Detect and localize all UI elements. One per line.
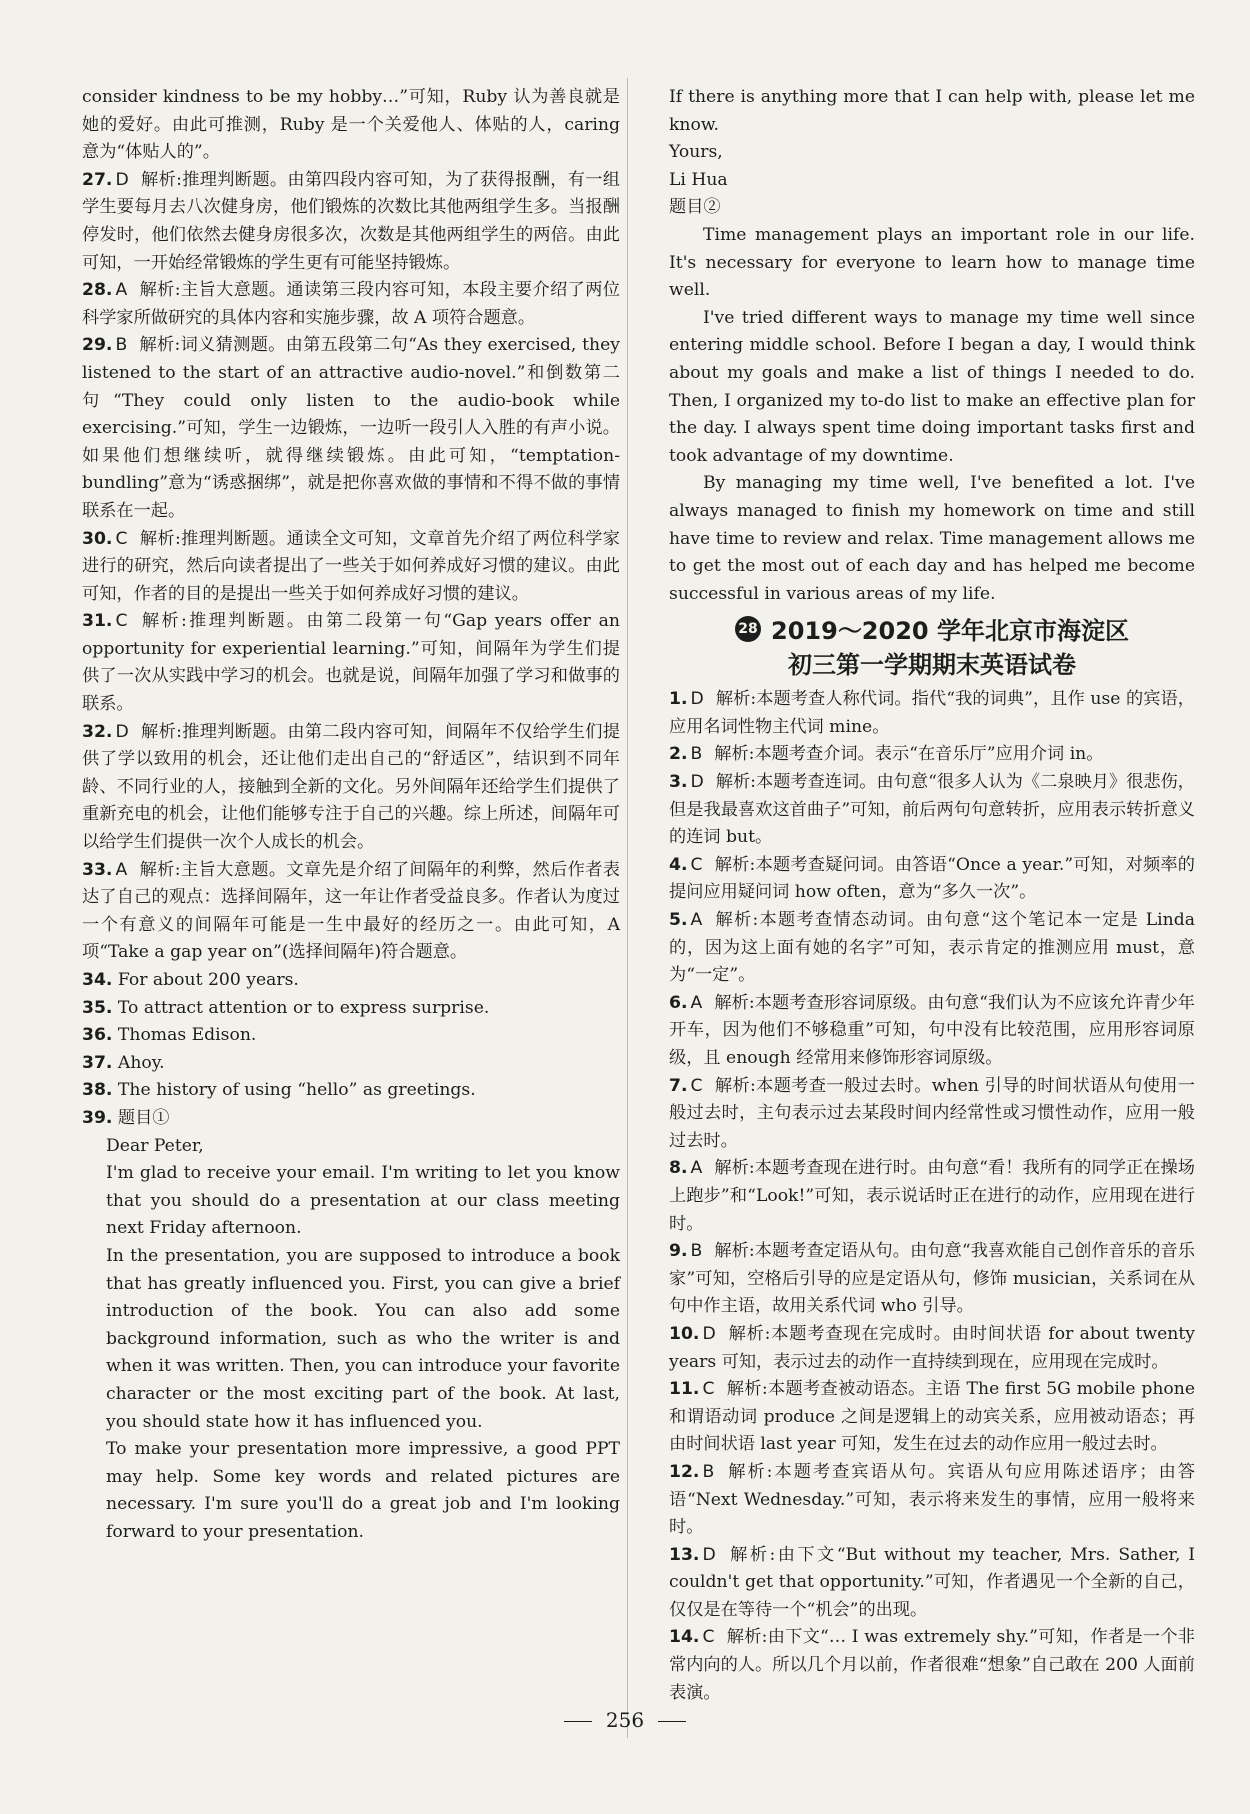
- essay-paragraph: [669, 194, 1195, 222]
- answer-item: [82, 1050, 620, 1078]
- question-number: 33.: [82, 859, 113, 880]
- essay-paragraph: [669, 470, 1195, 608]
- answer-text: 解析:本题考查现在进行时。由句意“看！我所有的同学正在操场上跑步”和“Look!”可知，表示说话时正在进行的动作，应用现在进行时。: [669, 1158, 1195, 1234]
- answer-item: [82, 995, 620, 1023]
- answer-text: 解析:本题考查介词。表示“在音乐厅”应用介词 in。: [714, 744, 1104, 765]
- answer-letter: C: [690, 854, 703, 875]
- question-number: 32.: [82, 721, 113, 742]
- answer-text: 题目①: [117, 1107, 170, 1128]
- answer-item: [669, 769, 1195, 852]
- answer-item: [669, 1073, 1195, 1156]
- essay-text: In the presentation, you are supposed to introduce a book that has greatly influenced you. First, you can give a brief introduction of the book. You can also add some background information, such as who the writer is and when it was written. Then, you can introduce your favorite character or the most exciting part of the book. At last, you should state how it has influenced you.: [106, 1245, 620, 1432]
- answer-text: For about 200 years.: [117, 970, 299, 990]
- answer-text: Ahoy.: [117, 1052, 165, 1073]
- question-number: 11.: [669, 1379, 700, 1400]
- answer-letter: D: [702, 1544, 716, 1565]
- essay-paragraph: [82, 1436, 620, 1546]
- answer-text: 解析:本题考查连词。由句意“很多人认为《二泉映月》很悲伤，但是我最喜欢这首曲子”可知，前后两句句意转折，应用表示转折意义的连词 but。: [669, 772, 1195, 848]
- question-number: 8.: [669, 1158, 688, 1179]
- answer-letter: D: [115, 169, 129, 190]
- answer-text: 解析:由下文“But without my teacher, Mrs. Sather, I couldn't get that opportunity.”可知，作者遇见一个全新的自己，仅仅是在等待一个“机会”的出现。: [669, 1544, 1195, 1620]
- answer-text: 解析:本题考查现在完成时。由时间状语 for about twenty years 可知，表示过去的动作一直持续到现在，应用现在完成时。: [669, 1323, 1195, 1372]
- answer-text: 解析:推理判断题。通读全文可知，文章首先介绍了两位科学家进行的研究，然后向读者提出了一些关于如何养成好习惯的建议。由此可知，作者的目的是提出一些关于如何养成好习惯的建议。: [82, 528, 620, 604]
- question-number: 29.: [82, 335, 113, 356]
- answer-letter: A: [115, 280, 128, 301]
- answer-letter: C: [702, 1379, 715, 1400]
- answer-letter: D: [702, 1323, 716, 1344]
- answer-item: [82, 277, 620, 332]
- answer-text: 解析:推理判断题。由第二段内容可知，间隔年不仅给学生们提供了学以致用的机会，还让他们走出自己的“舒适区”，结识到不同年龄、不同行业的人，接触到全新的文化。另外间隔年还给学生们提供了重新充电的机会，让他们能够专注于自己的兴趣。综上所述，间隔年可以给学生们提供一次个人成长的机会。: [82, 721, 620, 853]
- answer-text: 解析:本题考查宾语从句。宾语从句应用陈述语序；由答语“Next Wednesday.”可知，表示将来发生的事情，应用一般将来时。: [669, 1461, 1195, 1538]
- answer-item: [669, 1155, 1195, 1238]
- essay-paragraph: [669, 139, 1195, 167]
- essay-text: Li Hua: [669, 169, 728, 190]
- right-column-answers: [669, 686, 1195, 1707]
- answer-text: 解析:主旨大意题。文章先是介绍了间隔年的利弊，然后作者表达了自己的观点：选择间隔年，这一年让作者受益良多。作者认为度过一个有意义的间隔年可能是一生中最好的经历之一。由此可知，A 项“Take a gap year on”(选择间隔年)符合题意。: [82, 859, 620, 963]
- question-number: 30.: [82, 528, 113, 549]
- answer-text: 解析:本题考查情态动词。由句意“这个笔记本一定是 Linda 的，因为这上面有她的名字”可知，表示肯定的推测应用 must，意为“一定”。: [669, 910, 1195, 986]
- answer-item: [82, 526, 620, 609]
- answer-item: [669, 990, 1195, 1073]
- answer-text: 解析:本题考查一般过去时。when 引导的时间状语从句使用一般过去时，主句表示过去某段时间内经常性或习惯性动作，应用一般过去时。: [669, 1075, 1195, 1151]
- right-column-essays: [669, 84, 1195, 608]
- answer-item: [82, 857, 620, 967]
- question-number: 13.: [669, 1544, 700, 1565]
- answer-item: [82, 1105, 620, 1133]
- essay-paragraph: [82, 1160, 620, 1243]
- answer-item: [669, 1321, 1195, 1376]
- answer-text: 解析:推理判断题。由第四段内容可知，为了获得报酬，有一组学生要每月去八次健身房，他们锻炼的次数比其他两组学生多。当报酬停发时，他们依然去健身房很多次，次数是其他两组学生的两倍。由此可知，一开始经常锻炼的学生更有可能坚持锻炼。: [82, 169, 620, 273]
- answer-letter: D: [690, 772, 704, 793]
- question-number: 34.: [82, 970, 113, 990]
- answer-text: 解析:本题考查人称代词。指代“我的词典”，且作 use 的宾语，应用名词性物主代词 mine。: [669, 689, 1195, 737]
- column-divider: [627, 78, 628, 1738]
- page-number: [0, 1708, 1250, 1732]
- essay-text: I've tried different ways to manage my time well since entering middle school. Before I began a day, I would think about my goals and make a list of things I needed to do. Then, I organized my to-do list to make an effective plan for the day. I always spent time doing important tasks first and took advantage of my downtime.: [669, 307, 1195, 466]
- question-number: 1.: [669, 689, 688, 710]
- answer-item: [82, 1022, 620, 1050]
- question-number: 3.: [669, 772, 688, 793]
- answer-item: [82, 967, 620, 995]
- answer-item: [669, 1376, 1195, 1459]
- essay-text: To make your presentation more impressive, a good PPT may help. Some key words and related pictures are necessary. I'm sure you'll do a great job and I'm looking forward to your presentation.: [106, 1439, 620, 1542]
- answer-continuation: [82, 84, 620, 167]
- answer-letter: A: [690, 992, 703, 1013]
- question-number: 2.: [669, 744, 688, 765]
- answer-text: 解析:本题考查形容词原级。由句意“我们认为不应该允许青少年开车，因为他们不够稳重”可知，句中没有比较范围，应用形容词原级，且 enough 经常用来修饰形容词原级。: [669, 992, 1195, 1068]
- answer-text: Thomas Edison.: [117, 1025, 257, 1046]
- question-number: 9.: [669, 1241, 688, 1262]
- answer-letter: B: [115, 335, 128, 356]
- answer-letter: C: [690, 1075, 703, 1096]
- answer-text: 解析:词义猜测题。由第五段第二句“As they exercised, they listened to the start of an attractive audio-novel.”和倒数第二句“They could only listen to the audio-book while exercising.”可知，学生一边锻炼，一边听一段引人入胜的有声小说。如果他们想继续听，就得继续锻炼。由此可知，“temptation-bundling”意为“诱惑捆绑”，就是把你喜欢做的事情和不得不做的事情联系在一起。: [82, 335, 620, 521]
- question-number: 28.: [82, 280, 113, 301]
- answer-item: [82, 1077, 620, 1105]
- section-title-line1: 2019～2020 学年北京市海淀区: [771, 617, 1129, 646]
- question-number: 12.: [669, 1461, 700, 1482]
- essay-text: If there is anything more that I can help with, please let me know.: [669, 87, 1195, 135]
- essay-text: Time management plays an important role in our life. It's necessary for everyone to learn how to manage time well.: [669, 224, 1195, 301]
- essay-text: I'm glad to receive your email. I'm writing to let you know that you should do a presentation at our class meeting next Friday afternoon.: [106, 1163, 620, 1239]
- essay-text: Yours,: [669, 142, 723, 163]
- answer-item: [669, 907, 1195, 990]
- right-column: [669, 84, 1195, 1707]
- section-title-line2: 初三第一学期期末英语试卷: [788, 651, 1076, 680]
- essay-paragraph: [669, 84, 1195, 139]
- essay-text: 题目②: [669, 197, 721, 218]
- question-number: 37.: [82, 1052, 113, 1073]
- answer-text: 解析:本题考查被动语态。主语 The first 5G mobile phone 和谓语动词 produce 之间是逻辑上的动宾关系，应用被动语态；再由时间状语 last year 可知，发生在过去的动作应用一般过去时。: [669, 1379, 1195, 1455]
- answer-letter: A: [690, 910, 703, 931]
- answer-item: [82, 719, 620, 857]
- essay-paragraph: [82, 1133, 620, 1161]
- question-number: 4.: [669, 854, 688, 875]
- answer-item: [669, 1542, 1195, 1625]
- answer-text: 解析:主旨大意题。通读第三段内容可知，本段主要介绍了两位科学家所做研究的具体内容和实施步骤，故 A 项符合题意。: [82, 280, 620, 328]
- answer-letter: D: [115, 721, 129, 742]
- essay-text: Dear Peter,: [106, 1135, 204, 1156]
- page-number-text: 256: [605, 1708, 645, 1732]
- answer-item: [82, 608, 620, 718]
- question-number: 27.: [82, 169, 113, 190]
- answer-item: [82, 332, 620, 525]
- answer-letter: C: [115, 611, 128, 632]
- question-number: 14.: [669, 1627, 700, 1648]
- answer-text: 解析:本题考查定语从句。由句意“我喜欢能自己创作音乐的音乐家”可知，空格后引导的应是定语从句，修饰 musician，关系词在从句中作主语，故用关系代词 who 引导。: [669, 1241, 1195, 1317]
- answer-letter: B: [690, 1241, 703, 1262]
- question-number: 35.: [82, 997, 113, 1018]
- essay-paragraph: [669, 222, 1195, 305]
- left-column: [82, 84, 620, 1546]
- question-number: 6.: [669, 992, 688, 1013]
- section-number-badge: 28: [735, 616, 761, 642]
- question-number: 38.: [82, 1080, 113, 1101]
- answer-item: [669, 852, 1195, 907]
- answer-letter: C: [702, 1627, 715, 1648]
- answer-item: [669, 1238, 1195, 1321]
- answer-letter: B: [690, 744, 703, 765]
- answer-text: 解析:由下文“… I was extremely shy.”可知，作者是一个非常内向的人。所以几个月以前，作者很难“想象”自己敢在 200 人面前表演。: [669, 1627, 1195, 1703]
- answer-item: [82, 167, 620, 277]
- question-number: 5.: [669, 910, 688, 931]
- answer-item: [669, 686, 1195, 741]
- question-number: 10.: [669, 1323, 700, 1344]
- answer-item: [669, 1459, 1195, 1542]
- answer-letter: C: [115, 528, 128, 549]
- essay-paragraph: [82, 1243, 620, 1436]
- essay-paragraph: [669, 305, 1195, 471]
- answer-text: consider kindness to be my hobby…”可知，Ruby 认为善良就是她的爱好。由此可推测，Ruby 是一个关爱他人、体贴的人，caring 意为“体贴人的”。: [82, 87, 620, 163]
- answer-letter: A: [690, 1158, 703, 1179]
- answer-text: To attract attention or to express surprise.: [117, 997, 490, 1018]
- question-number: 31.: [82, 611, 113, 632]
- answer-letter: B: [702, 1461, 715, 1482]
- answer-item: [669, 1624, 1195, 1707]
- question-number: 39.: [82, 1107, 113, 1128]
- answer-text: 解析:本题考查疑问词。由答语“Once a year.”可知，对频率的提问应用疑问词 how often，意为“多久一次”。: [669, 854, 1195, 903]
- answer-letter: D: [690, 689, 704, 710]
- answer-item: [669, 741, 1195, 769]
- answer-text: 解析:推理判断题。由第二段第一句“Gap years offer an opportunity for experiential learning.”可知，间隔年为学生们提供了一次从实践中学习的机会。也就是说，间隔年加强了学习和做事的联系。: [82, 611, 620, 715]
- essay-text: By managing my time well, I've benefited a lot. I've always managed to finish my homework on time and still have time to review and relax. Time management allows me to get the most out of each day and has helped me become successful in various areas of my life.: [669, 473, 1195, 604]
- section-heading: [669, 614, 1195, 682]
- question-number: 7.: [669, 1075, 688, 1096]
- essay-paragraph: [669, 167, 1195, 195]
- answer-text: The history of using “hello” as greetings.: [117, 1080, 476, 1101]
- question-number: 36.: [82, 1025, 113, 1046]
- answer-letter: A: [115, 859, 128, 880]
